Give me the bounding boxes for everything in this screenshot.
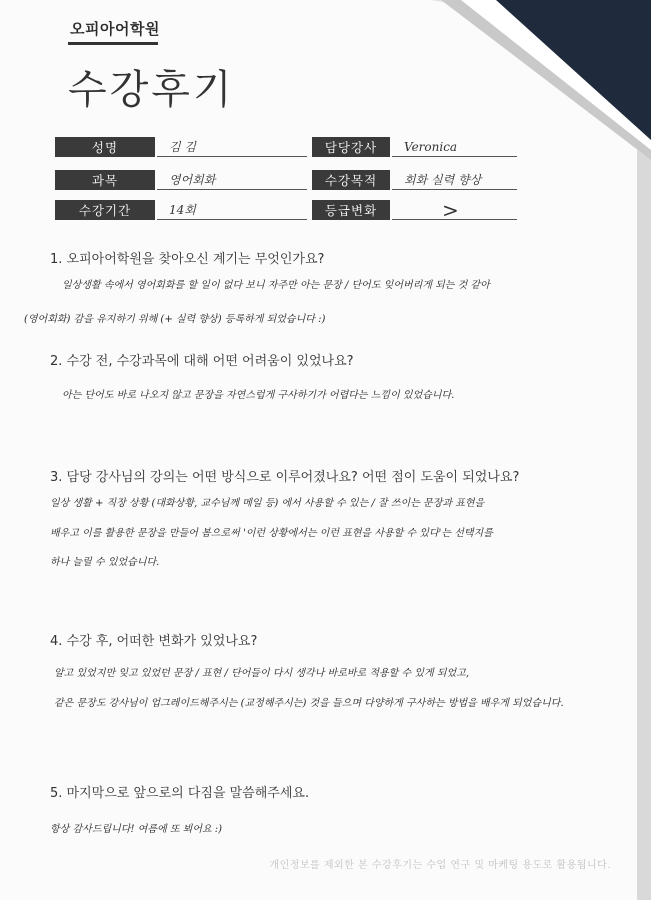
subject-label: 과목 xyxy=(55,170,155,190)
info-row-name xyxy=(55,137,307,157)
answer-4-line-1: 알고 있었지만 잊고 있었던 문장 / 표현 / 단어들이 다시 생각나 바로바로 적용할 수 있게 되었고, xyxy=(54,668,470,679)
name-value: 김 김 xyxy=(157,138,307,157)
period-value: 14회 xyxy=(157,201,307,220)
name-label: 성명 xyxy=(55,137,155,157)
teacher-label: 담당강사 xyxy=(312,137,390,157)
question-3: 3. 담당 강사님의 강의는 어떤 방식으로 이루어졌나요? 어떤 점이 도움이 되었나요? xyxy=(50,470,520,485)
purpose-value: 회화 실력 향상 xyxy=(392,171,517,190)
question-5: 5. 마지막으로 앞으로의 다짐을 말씀해주세요. xyxy=(50,786,310,801)
info-row-period xyxy=(55,200,307,220)
answer-1-line-1: 일상생활 속에서 영어회화를 할 일이 없다 보니 자주만 아는 문장 / 단어도 잊어버리게 되는 것 같아 xyxy=(62,280,490,291)
answer-2-line-1: 아는 단어도 바로 나오지 않고 문장을 자연스럽게 구사하기가 어렵다는 느낌이 있었습니다. xyxy=(62,390,455,401)
brand-underline xyxy=(68,42,158,45)
subject-value: 영어회화 xyxy=(157,171,307,190)
grade-label: 등급변화 xyxy=(312,200,390,220)
answer-1-line-2: (영어회화) 감을 유지하기 위해 (+ 실력 향상) 등록하게 되었습니다 :) xyxy=(24,314,326,325)
answer-3-line-3: 하나 늘릴 수 있었습니다. xyxy=(50,557,160,568)
brand-name: 오피아어학원 xyxy=(70,20,160,38)
footer-notice: 개인정보를 제외한 본 수강후기는 수업 연구 및 마케팅 용도로 활용됩니다. xyxy=(269,860,611,871)
info-row-teacher xyxy=(312,137,517,157)
teacher-value: Veronica xyxy=(392,138,517,157)
answer-4-line-2: 같은 문장도 강사님이 업그레이드해주시는 (교정해주시는) 것을 들으며 다양하게 구사하는 방법을 배우게 되었습니다. xyxy=(54,698,564,709)
question-4: 4. 수강 후, 어떠한 변화가 있었나요? xyxy=(50,634,258,649)
period-label: 수강기간 xyxy=(55,200,155,220)
grade-value: > xyxy=(392,201,517,220)
page-title: 수강후기 xyxy=(68,67,235,113)
purpose-label: 수강목적 xyxy=(312,170,390,190)
info-row-subject xyxy=(55,170,307,190)
question-2: 2. 수강 전, 수강과목에 대해 어떤 어려움이 있었나요? xyxy=(50,354,354,369)
answer-5-line-1: 항상 감사드립니다! 여름에 또 뵈어요 :) xyxy=(50,824,223,835)
question-1: 1. 오피아어학원을 찾아오신 계기는 무엇인가요? xyxy=(50,252,325,267)
answer-3-line-1: 일상 생활 + 직장 상황 (대화상황, 교수님께 메일 등) 에서 사용할 수 있는 / 잘 쓰이는 문장과 표현을 xyxy=(50,498,485,509)
answer-3-line-2: 배우고 이를 활용한 문장을 만들어 봄으로써 '이런 상황에서는 이런 표현을 사용할 수 있다'는 선택지를 xyxy=(50,528,493,539)
info-row-grade xyxy=(312,197,517,222)
info-row-purpose xyxy=(312,170,517,190)
